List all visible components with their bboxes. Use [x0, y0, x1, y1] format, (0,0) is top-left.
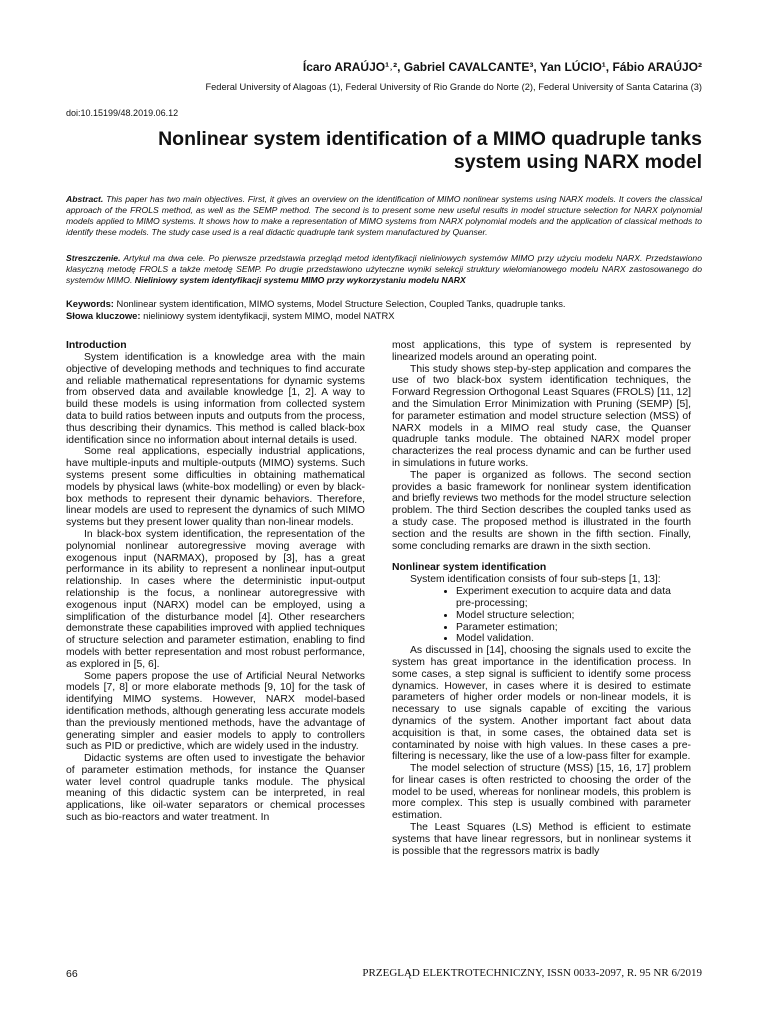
intro-paragraph-5: Didactic systems are often used to investigate the behavior of parameter estimation methods, for instance the Quanser water level control quadruple tanks module. The physical meaning of this didactic system can be interpreted, in real applications, like oil-water separators or chemical processes such as bio-reactors and water treatment. In [66, 753, 365, 824]
sysid-paragraph-3: The model selection of structure (MSS) [15, 16, 17] problem for linear cases is often restricted to choosing the order of the model to be used, whereas for nonlinear models, this problem is more complex. This step is usually combined with parameter estimation. [392, 763, 691, 822]
page-number: 66 [66, 968, 78, 980]
title-line-1: Nonlinear system identification of a MIMO quadruple tanks [158, 128, 702, 150]
right-column [392, 340, 691, 857]
intro-paragraph-5-cont: most applications, this type of system is represented by linearized models around an operating point. [392, 340, 691, 363]
streszczenie-label: Streszczenie. [66, 253, 121, 263]
intro-paragraph-3: In black-box system identification, the representation of the polynomial nonlinear autoregressive moving average with exogenous input (NARMAX), proposed by [3], has a great performance in its ability to represent a nonlinear input-output relationship. In cases where the deterministic input-output relationship is the focus, a nonlinear autoregressive with exogenous input (NARX) model can be employed, using a simplification of the disturbance model [4]. Other researchers demonstrate these capabilities improved with applied techniques of structure selection and parameter estimation, enabling to find models with better representation and most robust performance, as explored in [5, 6]. [66, 528, 365, 670]
intro-paragraph-1: System identification is a knowledge area with the main objective of developing methods and techniques to find accurate and reliable mathematical representations for dynamic systems from observed data and available knowledge [1, 2]. A way to build these models is using information from collected system data to build ratios between inputs and outputs from the process, thus describing their dynamics. This method is called black-box identification since no information about internal details is used. [66, 352, 365, 446]
affiliations: Federal University of Alagoas (1), Federal University of Rio Grande do Norte (2), Federal University of Santa Catarina (3) [205, 82, 702, 92]
keywords-block [66, 298, 702, 322]
list-item: • Model structure selection; [456, 610, 691, 622]
keywords-label-pl: Słowa kluczowe: [66, 310, 141, 321]
intro-paragraph-2: Some real applications, especially industrial applications, have multiple-inputs and multiple-outputs (MIMO) systems. Such systems present some difficulties in obtaining mathematical models by physical laws (white-box modelling) or even by black-box methods to represent their dynamic behaviors. Therefore, linear models are used to represent the dynamics of such MIMO systems but they present lower quality than non-linear models. [66, 446, 365, 529]
abstract [66, 194, 702, 238]
keywords-text: Nonlinear system identification, MIMO systems, Model Structure Selection, Coupled Tanks, quadruple tanks. [116, 298, 566, 309]
sysid-paragraph-1: System identification consists of four sub-steps [1, 13]: [410, 574, 661, 586]
introduction-heading: Introduction [66, 340, 127, 351]
streszczenie-text: Artykuł ma dwa cele. Po pierwsze przedstawia przegląd metod identyfikacji nieliniowych systemów MIMO przy użyciu modelu NARX. Przedstawiono klasyczną metodę FROLS a także metodę SEMP. Po drugie przedstawiono użyteczne wyniki selekcji struktury wielomianowego modelu NARX zastosowanego do systemów MIMO. [66, 253, 702, 285]
nonlinear-identification-heading: Nonlinear system identification [392, 562, 547, 574]
keywords-pl [66, 310, 702, 322]
keywords-text-pl: nieliniowy system identyfikacji, system MIMO, model NATRX [143, 310, 395, 321]
abstract-text: This paper has two main objectives. First, it gives an overview on the identification of MIMO nonlinear systems using NARX models. It covers the classical approach of the FROLS method, as well as the SEMP method. The second is to present some new useful results in model structure selection for NARX polynomial models applied to MIMO systems. It shows how to make a representation of MIMO systems from NARX polynomial models and the application of classical methods to identify these models. The study case used is a real didactic quadruple tank system manufactured by Quanser. [66, 194, 702, 237]
title-line-2: system using NARX model [453, 151, 702, 173]
list-item: • Parameter estimation; [456, 622, 691, 634]
list-item: • Experiment execution to acquire data and data pre-processing; [456, 586, 691, 610]
streszczenie-title: Nieliniowy system identyfikacji systemu MIMO przy wykorzystaniu modelu NARX [134, 274, 466, 285]
doi-link[interactable]: doi:10.15199/48.2019.06.12 [66, 108, 179, 118]
streszczenie [66, 253, 702, 286]
intro-paragraph-4: Some papers propose the use of Artificial Neural Networks models [7, 8] or more elaborate methods [9, 10] for the task of identifying MIMO systems. However, NARX model-based identification methods, although generating less accurate models than the previously mentioned methods, have the advantage of generating simpler and easier models to apply to controllers such as PID or predictive, which are widely used in the industry. [66, 670, 365, 753]
intro-paragraph-7: The paper is organized as follows. The second section provides a basic framework for nonlinear system identification and briefly reviews two methods for the model structure selection problem. The third Section describes the coupled tanks used as a study case. The proposed method is illustrated in the fourth section and the results are shown in the fifth section. Finally, some concluding remarks are drawn in the sixth section. [392, 469, 691, 552]
paper-title [100, 128, 702, 174]
keywords-label: Keywords: [66, 298, 114, 309]
left-column [66, 340, 365, 824]
list-item: • Model validation. [456, 633, 691, 645]
intro-paragraph-6: This study shows step-by-step application and compares the use of two black-box system identification techniques, the Forward Regression Orthogonal Least Squares (FROLS) [11, 12] and the Simulation Error Minimization with Pruning (SEMP) [5], for parameter estimation and model structure selection (MSS) of NARX models in a MIMO real study case, the Quanser quadruple tanks module. The obtained NARX model proper characterizes the real process dynamic and can be further used in simulations in future works. [392, 363, 691, 469]
sysid-paragraph-4: The Least Squares (LS) Method is efficient to estimate systems that have linear regressors, but in nonlinear systems it is possible that the regressors matrix is badly [392, 822, 691, 857]
keywords-en [66, 298, 702, 310]
author-list: Ícaro ARAÚJO¹˒², Gabriel CAVALCANTE³, Yan LÚCIO¹, Fábio ARAÚJO² [302, 60, 702, 74]
journal-footer: PRZEGLĄD ELEKTROTECHNICZNY, ISSN 0033-2097, R. 95 NR 6/2019 [362, 967, 702, 979]
abstract-label: Abstract. [66, 194, 104, 204]
sub-steps-list [392, 586, 691, 645]
sysid-paragraph-2: As discussed in [14], choosing the signals used to excite the system has great importance in the identification process. In some cases, a step signal is sufficient to identify some process dynamics. However, in cases where it is desired to estimate parameters of higher order models or non-linear models, it is necessary to use signals capable of exciting the various dynamics of the system. Another important fact about data acquisition is that, in some cases, the obtained data set is contaminated by noise with high values. In these cases a pre-filtering is necessary, like the use of a low-pass filter for example. [392, 645, 691, 763]
